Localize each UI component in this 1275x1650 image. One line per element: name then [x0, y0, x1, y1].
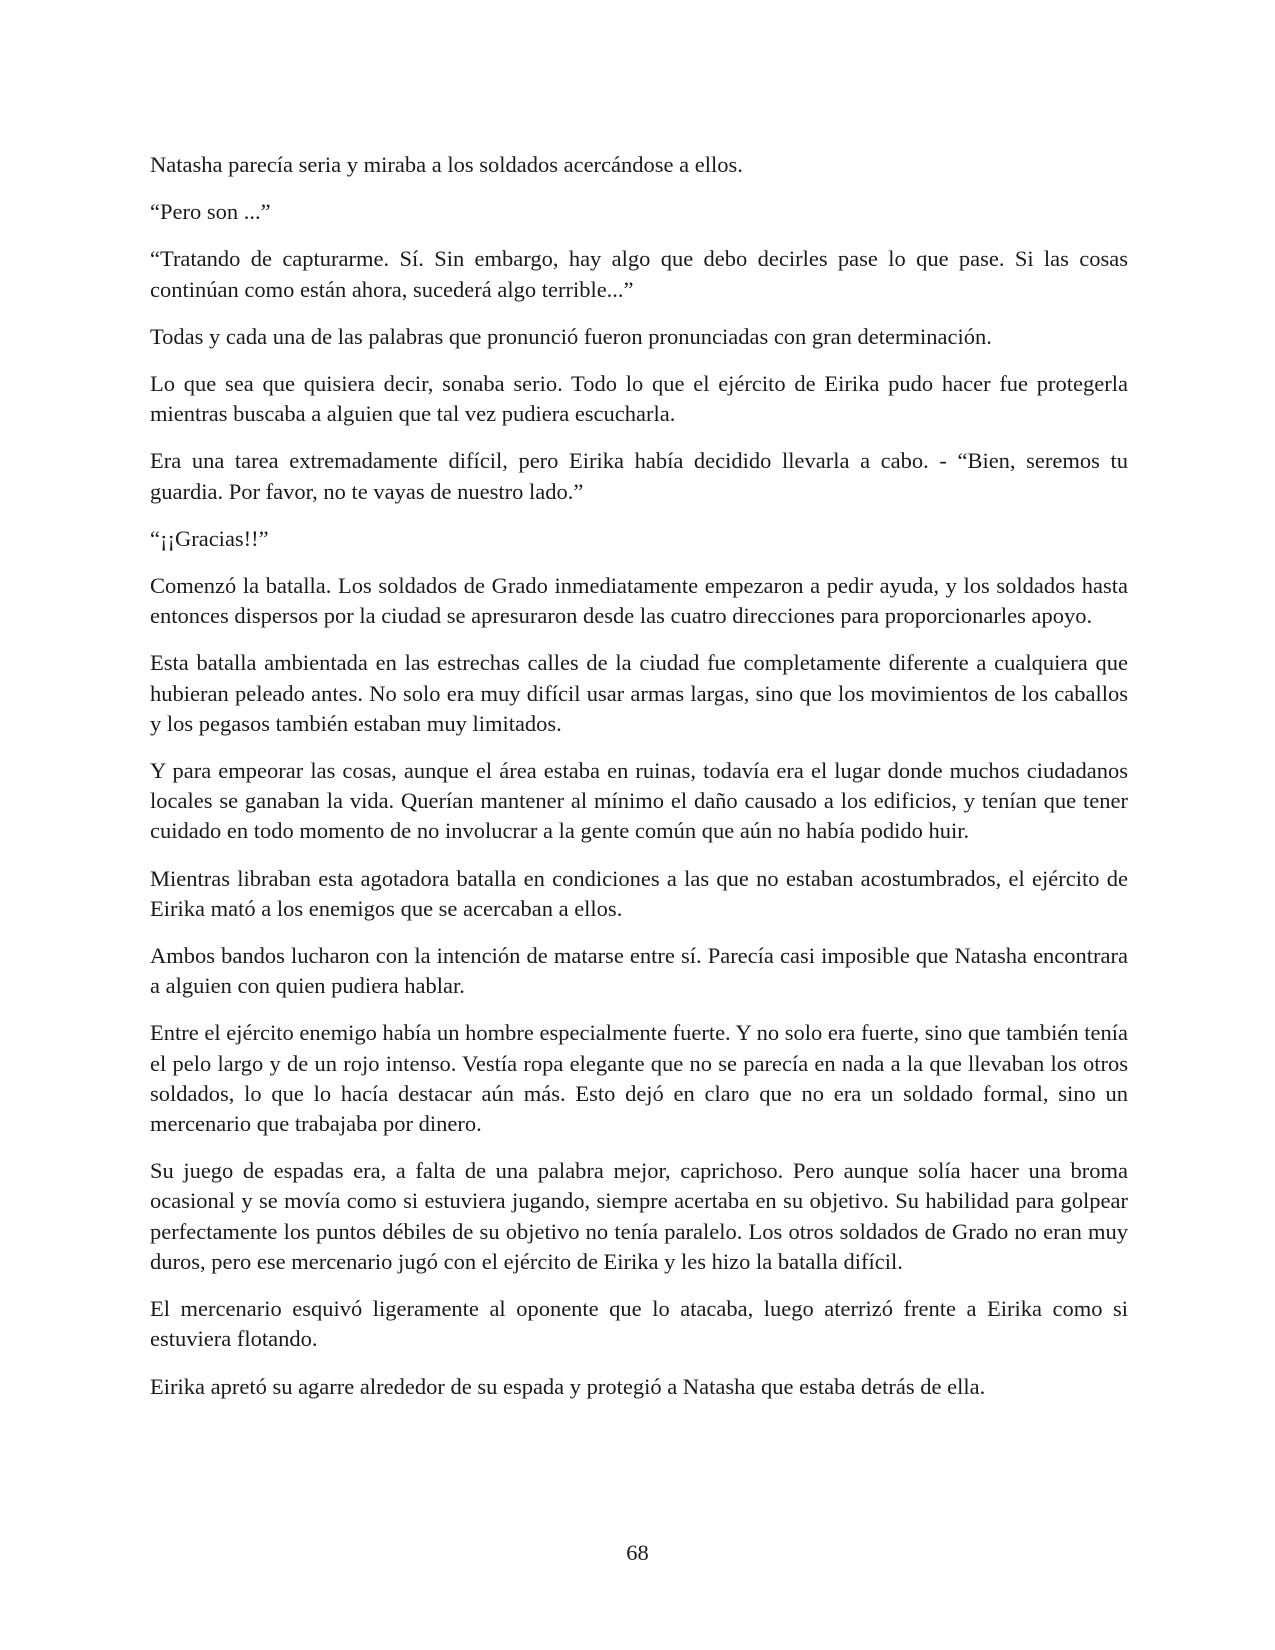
paragraph: Su juego de espadas era, a falta de una palabra mejor, caprichoso. Pero aunque solía hacer una broma ocasional y se movía como si estuviera jugando, siempre acertaba en su objetivo. Su habilidad para golpear perfectamente los puntos débiles de su objetivo no tenía paralelo. Los otros soldados de Grado no eran muy duros, pero ese mercenario jugó con el ejército de Eirika y les hizo la batalla difícil.: [150, 1158, 1128, 1274]
paragraph: Natasha parecía seria y miraba a los soldados acercándose a ellos.: [150, 152, 743, 177]
paragraph: “Tratando de capturarme. Sí. Sin embargo, hay algo que debo decirles pase lo que pase. Si las cosas continúan como están ahora, sucederá algo terrible...”: [150, 246, 1128, 302]
paragraph: Entre el ejército enemigo había un hombre especialmente fuerte. Y no solo era fuerte, sino que también tenía el pelo largo y de un rojo intenso. Vestía ropa elegante que no se parecía en nada a la que llevaban los otros soldados, lo que lo hacía destacar aún más. Esto dejó en claro que no era un soldado formal, sino un mercenario que trabajaba por dinero.: [150, 1020, 1128, 1137]
paragraph: Todas y cada una de las palabras que pronunció fueron pronunciadas con gran determinación.: [150, 323, 992, 349]
paragraph: Era una tarea extremadamente difícil, pero Eirika había decidido llevarla a cabo. - “Bien, seremos tu guardia. Por favor, no te vayas de nuestro lado.”: [150, 448, 1128, 504]
paragraph: Ambos bandos lucharon con la intención de matarse entre sí. Parecía casi imposible que Natasha encontrara a alguien con quien pudiera hablar.: [150, 943, 1128, 999]
paragraph: “¡¡Gracias!!”: [150, 525, 269, 551]
paragraph: Y para empeorar las cosas, aunque el área estaba en ruinas, todavía era el lugar donde muchos ciudadanos locales se ganaban la vida. Querían mantener al mínimo el daño causado a los edificios, y tenían que tener cuidado en todo momento de no involucrar a la gente común que aún no había podido huir.: [150, 758, 1128, 844]
paragraph: Comenzó la batalla. Los soldados de Grado inmediatamente empezaron a pedir ayuda, y los soldados hasta entonces dispersos por la ciudad se apresuraron desde las cuatro direcciones para proporcionarles apoyo.: [150, 573, 1128, 629]
paragraph: Eirika apretó su agarre alrededor de su espada y protegió a Natasha que estaba detrás de ella.: [150, 1373, 986, 1399]
page-number: 68: [626, 1540, 649, 1565]
paragraph: “Pero son ...”: [150, 199, 271, 225]
paragraph: El mercenario esquivó ligeramente al oponente que lo atacaba, luego aterrizó frente a Eirika como si estuviera flotando.: [150, 1296, 1128, 1352]
paragraph: Mientras libraban esta agotadora batalla en condiciones a las que no estaban acostumbrados, el ejército de Eirika mató a los enemigos que se acercaban a ellos.: [150, 865, 1128, 921]
paragraph: Lo que sea que quisiera decir, sonaba serio. Todo lo que el ejército de Eirika pudo hacer fue protegerla mientras buscaba a alguien que tal vez pudiera escucharla.: [150, 371, 1128, 427]
paragraph: Esta batalla ambientada en las estrechas calles de la ciudad fue completamente diferente a cualquiera que hubieran peleado antes. No solo era muy difícil usar armas largas, sino que los movimientos de los caballos y los pegasos también estaban muy limitados.: [150, 650, 1128, 736]
body-text: [150, 150, 1128, 1419]
